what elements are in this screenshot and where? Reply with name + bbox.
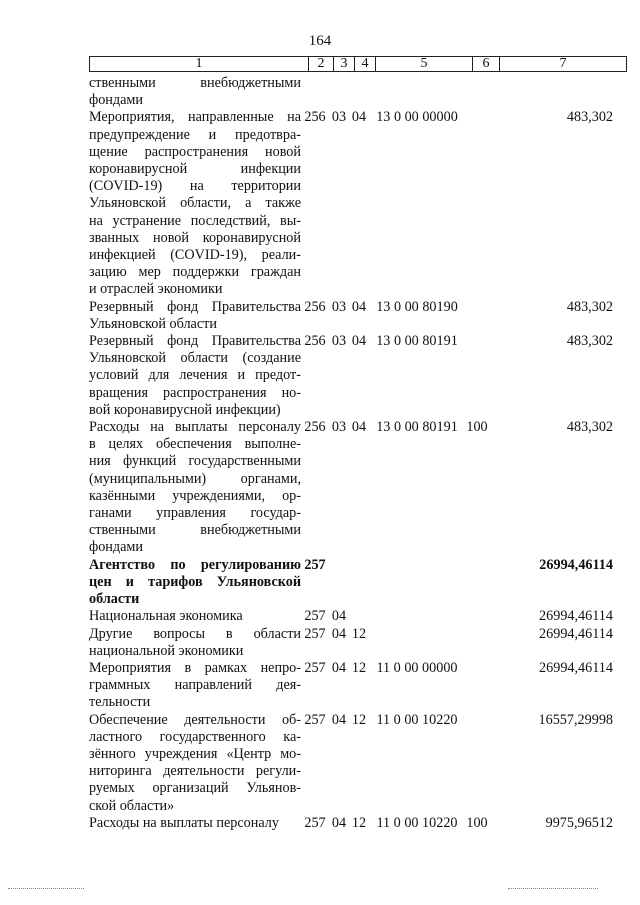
table-row: [89, 815, 627, 832]
target-code: 13 0 00 80191: [376, 333, 458, 350]
section-code: 03: [331, 109, 347, 126]
section-code: 04: [331, 814, 347, 831]
target-code: [369, 608, 465, 625]
row-description: [89, 712, 301, 815]
section-code: 04: [331, 659, 347, 676]
expense-type: [465, 626, 489, 660]
description-line: инфекцией (COVID-19), реали-: [89, 247, 301, 264]
amount: 26994,46114: [539, 625, 613, 642]
gr-code: 257: [304, 625, 326, 642]
gr-code: 256: [304, 419, 326, 436]
section-code: 03: [331, 419, 347, 436]
row-description: [89, 815, 301, 832]
description-line: Обеспечение деятельности об-: [89, 711, 301, 728]
amount: 26994,46114: [539, 659, 613, 676]
target-code: [369, 75, 465, 109]
table-row: [89, 557, 627, 609]
expense-type: [465, 109, 489, 298]
amount: 483,302: [566, 109, 613, 126]
scan-artifact-right: [508, 888, 598, 889]
target-code: 13 0 00 80190: [376, 298, 458, 315]
row-description: [89, 333, 301, 419]
description-line: ния функций государственными: [89, 453, 301, 470]
row-description: [89, 109, 301, 298]
description-line: щение распространения новой: [89, 143, 301, 160]
subsection-code: 04: [351, 419, 367, 436]
expense-type: 100: [466, 814, 488, 831]
row-description: [89, 557, 301, 609]
description-line: граммных направлений дея-: [89, 677, 301, 694]
row-description: [89, 626, 301, 660]
amount: 9975,96512: [545, 814, 613, 831]
description-line: Резервный фонд Правительства: [89, 298, 301, 315]
section-code: [329, 557, 349, 609]
target-code: [369, 626, 465, 660]
amount: 483,302: [566, 333, 613, 350]
row-description: [89, 75, 301, 109]
description-line: зённого учреждения «Центр мо-: [89, 745, 301, 762]
expense-type: [465, 660, 489, 712]
gr-code: 257: [304, 711, 326, 728]
header-col-3: 3: [334, 57, 355, 71]
expense-type: [465, 75, 489, 109]
description-line: Агентство по регулированию: [89, 556, 301, 573]
table-row: [89, 712, 627, 815]
gr-code: 256: [304, 298, 326, 315]
description-line: ниторинга деятельности регули-: [89, 763, 301, 780]
description-line: Расходы на выплаты персоналу: [89, 419, 301, 436]
description-line: на устранение последствий, вы-: [89, 212, 301, 229]
description-line: области: [89, 591, 140, 608]
row-description: [89, 660, 301, 712]
subsection-code: [349, 608, 369, 625]
gr-code: 257: [304, 556, 326, 573]
description-line: Мероприятия в рамках непро-: [89, 659, 301, 676]
section-code: 04: [331, 608, 347, 625]
expense-type: [465, 333, 489, 419]
description-line: Резервный фонд Правительства: [89, 333, 301, 350]
description-line: Ульяновской области (создание: [89, 350, 301, 367]
table-header: [89, 56, 627, 72]
description-line: коронавирусной инфекции: [89, 161, 301, 178]
section-code: 03: [331, 333, 347, 350]
subsection-code: 12: [351, 659, 367, 676]
description-line: в целях обеспечения выполне-: [89, 436, 301, 453]
target-code: 11 0 00 00000: [376, 659, 458, 676]
gr-code: 256: [304, 109, 326, 126]
header-col-5: 5: [376, 57, 473, 71]
description-line: (COVID-19) на территории: [89, 178, 301, 195]
description-line: ской области»: [89, 797, 175, 814]
description-line: Ульяновской области: [89, 315, 217, 332]
gr-code: [301, 75, 329, 109]
description-line: ственными внебюджетными: [89, 75, 301, 91]
expense-type: [465, 608, 489, 625]
table-row: [89, 75, 627, 109]
section-code: 04: [331, 625, 347, 642]
table-row: [89, 419, 627, 557]
header-col-1: 1: [90, 57, 309, 71]
description-line: вращения распространения но-: [89, 384, 301, 401]
header-col-6: 6: [473, 57, 500, 71]
header-col-7: 7: [559, 56, 567, 71]
subsection-code: 04: [351, 333, 367, 350]
subsection-code: 12: [351, 711, 367, 728]
description-line: национальной экономики: [89, 642, 244, 659]
target-code: 11 0 00 10220: [376, 814, 458, 831]
section-code: 03: [331, 298, 347, 315]
description-line: ственными внебюджетными: [89, 522, 301, 539]
description-line: фондами: [89, 92, 143, 109]
amount: 483,302: [566, 298, 613, 315]
subsection-code: 04: [351, 298, 367, 315]
description-line: условий для лечения и предот-: [89, 367, 301, 384]
description-line: тельности: [89, 694, 151, 711]
section-code: 04: [331, 711, 347, 728]
gr-code: 257: [304, 608, 326, 625]
description-line: Другие вопросы в области: [89, 625, 301, 642]
description-line: фондами: [89, 539, 143, 556]
subsection-code: 12: [351, 625, 367, 642]
table-row: [89, 608, 627, 625]
gr-code: 257: [304, 814, 326, 831]
target-code: 13 0 00 80191: [376, 419, 458, 436]
description-line: казёнными учреждениями, ор-: [89, 487, 301, 504]
gr-code: 257: [304, 659, 326, 676]
amount: 483,302: [566, 419, 613, 436]
description-line: Национальная экономика: [89, 608, 243, 625]
target-code: 13 0 00 00000: [376, 109, 458, 126]
gr-code: 256: [304, 333, 326, 350]
description-line: предупреждение и предотвра-: [89, 126, 301, 143]
description-line: Мероприятия, направленные на: [89, 109, 301, 126]
subsection-code: 04: [351, 109, 367, 126]
section-code: [329, 75, 349, 109]
page-number: 164: [308, 33, 332, 49]
table-row: [89, 299, 627, 333]
expense-type: 100: [466, 419, 488, 436]
table-row: [89, 333, 627, 419]
expense-type: [465, 557, 489, 609]
description-line: званных новой коронавирусной: [89, 229, 301, 246]
table-row: [89, 109, 627, 298]
row-description: [89, 299, 301, 333]
row-description: [89, 419, 301, 557]
amount: [489, 75, 627, 109]
description-line: Ульяновской области, а также: [89, 195, 301, 212]
subsection-code: 12: [351, 814, 367, 831]
row-description: [89, 608, 301, 625]
description-line: цен и тарифов Ульяновской: [89, 573, 301, 590]
amount: 26994,46114: [539, 608, 613, 625]
description-line: руемых организаций Ульянов-: [89, 780, 301, 797]
budget-table: [89, 75, 627, 832]
amount: 26994,46114: [539, 556, 613, 573]
description-line: Расходы на выплаты персоналу: [89, 814, 279, 831]
header-col-2: 2: [309, 57, 334, 71]
table-row: [89, 660, 627, 712]
target-code: 11 0 00 10220: [376, 711, 458, 728]
subsection-code: [349, 557, 369, 609]
target-code: [369, 557, 465, 609]
description-line: ластного государственного ка-: [89, 728, 301, 745]
description-line: и отраслей экономики: [89, 281, 223, 298]
expense-type: [465, 712, 489, 815]
description-line: (муниципальными) органами,: [89, 470, 301, 487]
subsection-code: [349, 75, 369, 109]
description-line: зацию мер поддержки граждан: [89, 264, 301, 281]
description-line: ганами управления государ-: [89, 505, 301, 522]
scan-artifact-left: [8, 888, 84, 889]
description-line: вой коронавирусной инфекции): [89, 401, 281, 418]
amount: 16557,29998: [538, 711, 613, 728]
header-col-4: 4: [355, 57, 376, 71]
expense-type: [465, 299, 489, 333]
table-row: [89, 626, 627, 660]
